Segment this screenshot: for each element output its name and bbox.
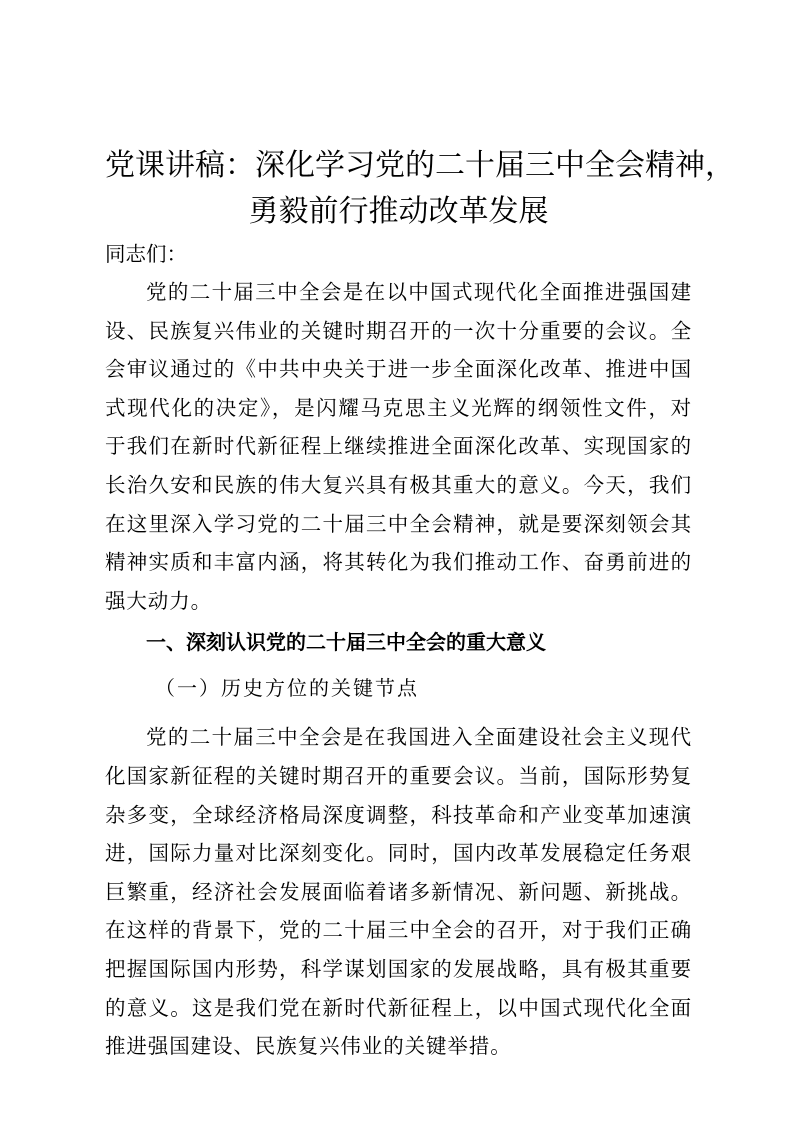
- intro-paragraph: 党的二十届三中全会是在以中国式现代化全面推进强国建设、民族复兴伟业的关键时期召开的一次十分重要的会议。全会审议通过的《中共中央关于进一步全面深化改革、推进中国式现代化的决定》，是闪耀马克思主义光辉的纲领性文件，对于我们在新时代新征程上继续推进全面深化改革、实现国家的长治久安和民族的伟大复兴具有极其重大的意义。今天，我们在这里深入学习党的二十届三中全会精神，就是要深刻领会其精神实质和丰富内涵，将其转化为我们推动工作、奋勇前进的强大动力。: [105, 280, 692, 613]
- body-paragraph-2: 党的二十届三中全会是在我国进入全面建设社会主义现代化国家新征程的关键时期召开的重要会议。当前，国际形势复杂多变，全球经济格局深度调整，科技革命和产业变革加速演进，国际力量对比深刻变化。同时，国内改革发展稳定任务艰巨繁重，经济社会发展面临着诸多新情况、新问题、新挑战。在这样的背景下，党的二十届三中全会的召开，对于我们正确把握国际国内形势，科学谋划国家的发展战略，具有极其重要的意义。这是我们党在新时代新征程上，以中国式现代化全面推进强国建设、民族复兴伟业的关键举措。: [105, 725, 692, 1059]
- subsection-heading-1: （一）历史方位的关键节点: [155, 676, 419, 701]
- section-heading-1: 一、深刻认识党的二十届三中全会的重大意义: [146, 630, 546, 655]
- document-title: [105, 143, 735, 235]
- title-line-1: 党课讲稿：深化学习党的二十届三中全会精神，: [105, 148, 735, 183]
- title-line-2: 勇毅前行推动改革发展: [248, 194, 549, 229]
- salutation: 同志们：: [105, 242, 187, 266]
